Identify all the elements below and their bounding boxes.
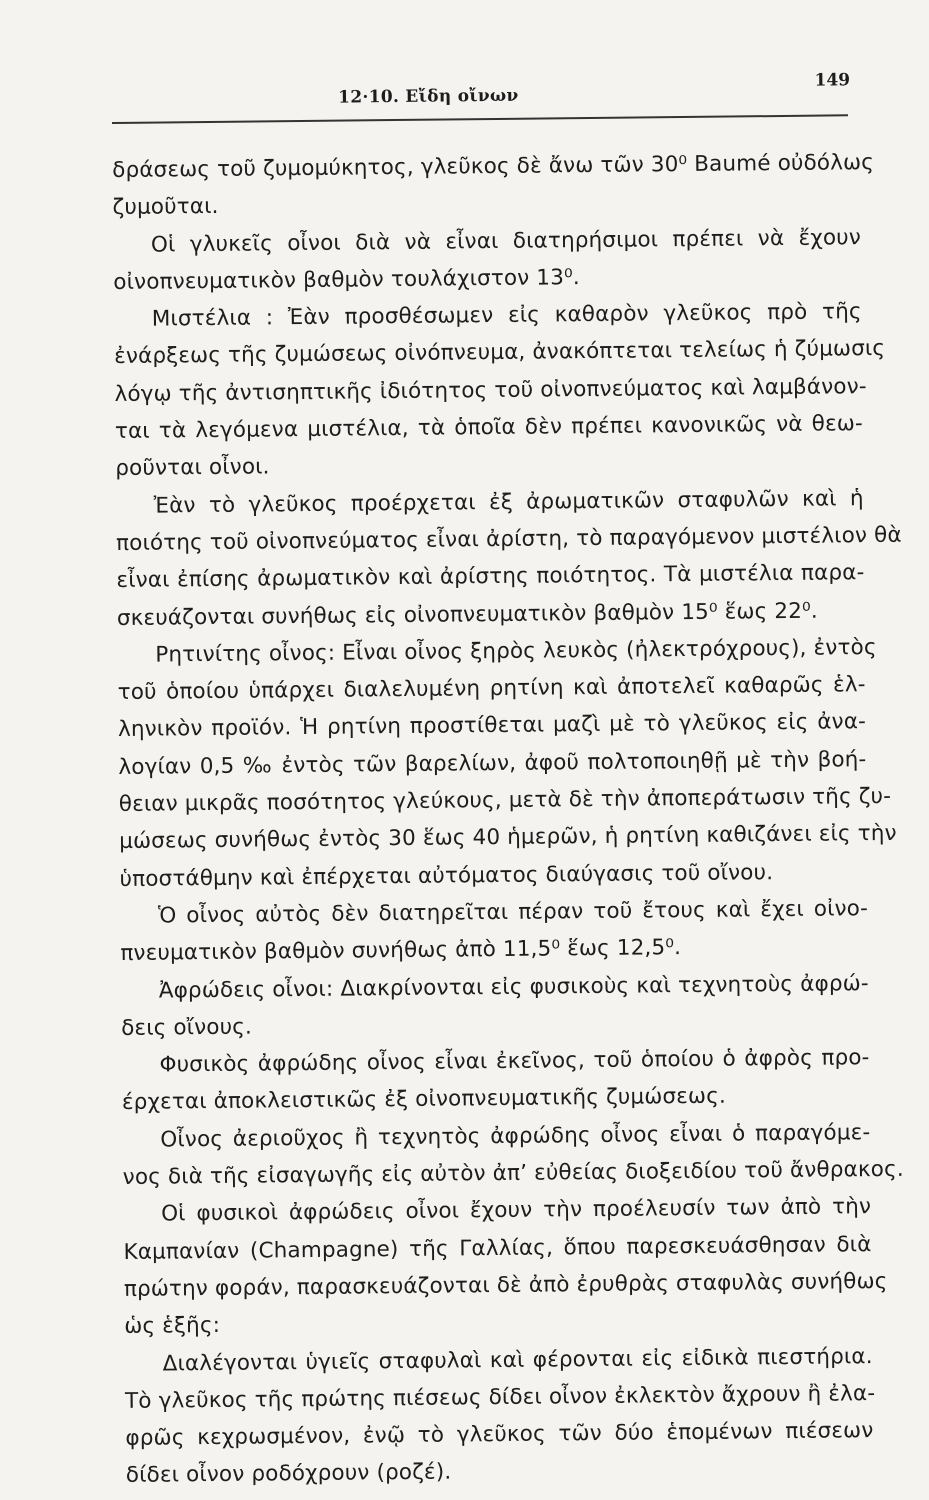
text-line: δεις οἴνους.: [121, 1014, 253, 1041]
text-line: πνευματικὸν βαθμὸν συνήθως ἀπὸ 11,5⁰ ἕως 12,5⁰.: [120, 935, 682, 967]
text-line: μώσεως συνήθως ἐντὸς 30 ἕως 40 ἡμερῶν, ἡ ρητίνη καθιζάνει εἰς τὴν: [119, 821, 897, 855]
text-line: θειαν μικρᾶς ποσότητος γλεύκους, μετὰ δὲ τὴν ἀποπεράτωσιν τῆς ζυ-: [118, 783, 892, 818]
text-line: ἐνάρξεως τῆς ζυμώσεως οἰνόπνευμα, ἀνακόπτεται τελείως ἡ ζύμωσις: [114, 336, 886, 370]
text-line: ροῦνται οἶνοι.: [115, 454, 270, 482]
text-line: Μιστέλια : Ἐὰν προσθέσωμεν εἰς καθαρὸν γλεῦκος πρὸ τῆς: [151, 299, 862, 332]
page-number: 149: [814, 70, 851, 91]
text-line: λόγῳ τῆς ἀντισηπτικῆς ἰδιότητος τοῦ οἰνοπνεύματος καὶ λαμβάνον-: [114, 373, 867, 407]
text-line: σκευάζονται συνήθως εἰς οἰνοπνευματικὸν βαθμὸν 15⁰ ἕως 22⁰.: [116, 598, 818, 631]
text-line: ληνικὸν προϊόν. Ἡ ρητίνη προστίθεται μαζὶ μὲ τὸ γλεῦκος εἰς ἀνα-: [117, 709, 867, 743]
text-line: φρῶς κεχρωσμένον, ἐνῷ τὸ γλεῦκος τῶν δύο ἑπομένων πιέσεων: [125, 1418, 874, 1452]
text-line: Οἱ φυσικοὶ ἀφρώδεις οἶνοι ἔχουν τὴν προέλευσίν των ἀπὸ τὴν: [160, 1194, 872, 1227]
text-line: ται τὰ λεγόμενα μιστέλια, τὰ ὁποῖα δὲν πρέπει κανονικῶς νὰ θεω-: [114, 411, 864, 445]
text-line: ὡς ἑξῆς:: [124, 1313, 221, 1340]
text-line: νος διὰ τῆς εἰσαγωγῆς εἰς αὐτὸν ἀπ’ εὐθείας διοξειδίου τοῦ ἄνθρακος.: [122, 1156, 904, 1190]
text-line: τοῦ ὁποίου ὑπάρχει διαλελυμένη ρητίνη καὶ ἀποτελεῖ καθαρῶς ἑλ-: [117, 672, 866, 706]
text-line: Τὸ γλεῦκος τῆς πρώτης πιέσεως δίδει οἶνον ἐκλεκτὸν ἄχρουν ἢ ἐλα-: [124, 1380, 876, 1414]
text-line: Ὁ οἶνος αὐτὸς δὲν διατηρεῖται πέραν τοῦ ἔτους καὶ ἔχει οἰνο-: [157, 896, 869, 929]
text-line: Ἐὰν τὸ γλεῦκος προέρχεται ἐξ ἀρωματικῶν σταφυλῶν καὶ ἡ: [153, 485, 864, 519]
text-line: δράσεως τοῦ ζυμομύκητος, γλεῦκος δὲ ἄνω τῶν 30⁰ Baumé οὐδόλως: [112, 150, 875, 183]
text-line: δίδει οἶνον ροδόχρουν (ροζέ).: [125, 1459, 452, 1489]
text-line: έρχεται ἀποκλειστικῶς ἐξ οἰνοπνευματικῆς ζυμώσεως.: [121, 1084, 727, 1116]
text-line: Καμπανίαν (Champagne) τῆς Γαλλίας, ὅπου παρεσκευάσθησαν διὰ: [123, 1231, 872, 1265]
text-line: Οἶνος ἀεριοῦχος ἢ τεχνητὸς ἀφρώδης οἶνος εἶναι ὁ παραγόμε-: [160, 1119, 871, 1153]
running-head: [110, 70, 850, 118]
text-line: οἰνοπνευματικὸν βαθμὸν τουλάχιστον 13⁰.: [113, 264, 580, 295]
text-line: Φυσικὸς ἀφρώδης οἶνος εἶναι ἐκεῖνος, τοῦ ὁποίου ὁ ἀφρὸς προ-: [159, 1045, 870, 1078]
text-line: Οἱ γλυκεῖς οἶνοι διὰ νὰ εἶναι διατηρήσιμοι πρέπει νὰ ἔχουν: [150, 224, 862, 258]
text-line: Ρητινίτης οἶνος: Εἶναι οἶνος ξηρὸς λευκὸς (ἠλεκτρόχρους), ἐντὸς: [155, 634, 877, 668]
text-line: ὑποστάθμην καὶ ἐπέρχεται αὐτόματος διαύγασις τοῦ οἴνου.: [119, 859, 774, 892]
text-line: εἶναι ἐπίσης ἀρωματικὸν καὶ ἀρίστης ποιότητος. Τὰ μιστέλια παρα-: [116, 560, 865, 594]
text-line: πρώτην φοράν, παρασκευάζονται δὲ ἀπὸ ἐρυθρὰς σταφυλὰς συνήθως: [123, 1268, 888, 1302]
section-title: 12·10. Εἴδη οἴνων: [338, 85, 519, 108]
text-line: ποιότης τοῦ οἰνοπνεύματος εἶναι ἀρίστη, τὸ παραγόμενον μιστέλιον θὰ: [115, 522, 902, 556]
body-text: [112, 144, 904, 1494]
text-line: Διαλέγονται ὑγιεῖς σταφυλαὶ καὶ φέρονται εἰς εἰδικὰ πιεστήρια.: [162, 1343, 873, 1377]
text-line: λογίαν 0,5 ‰ ἐντὸς τῶν βαρελίων, ἀφοῦ πολτοποιηθῇ μὲ τὴν βοή-: [118, 746, 867, 780]
text-line: Ἀφρώδεις οἶνοι: Διακρίνονται εἰς φυσικοὺς καὶ τεχνητοὺς ἀφρώ-: [158, 970, 869, 1004]
text-line: ζυμοῦται.: [112, 194, 219, 221]
